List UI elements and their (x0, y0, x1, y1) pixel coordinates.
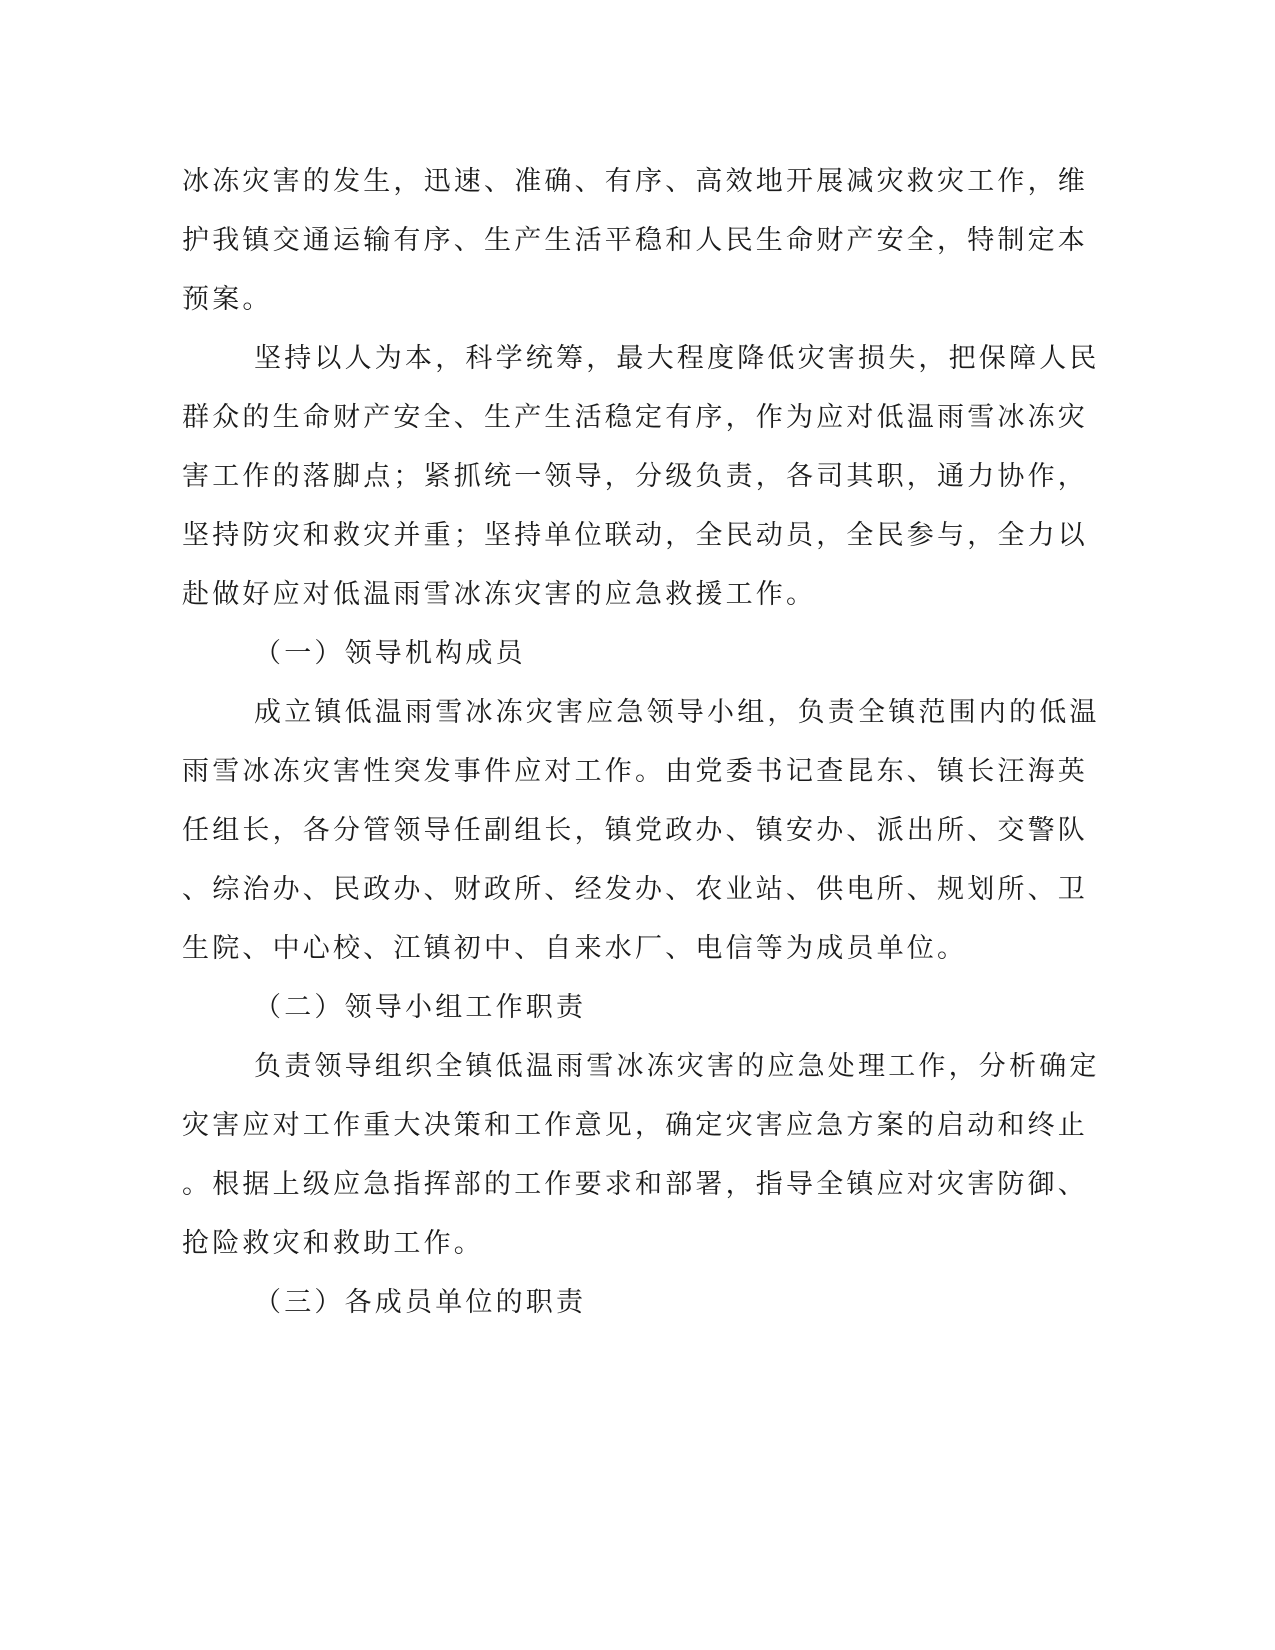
paragraph-line: 坚持以人为本，科学统筹，最大程度降低灾害损失，把保障人民 (254, 343, 1100, 374)
paragraph-line: 冰冻灾害的发生，迅速、准确、有序、高效地开展减灾救灾工作，维 (182, 166, 1088, 197)
section-heading-2 (182, 978, 1062, 1037)
paragraph-line: 生院、中心校、江镇初中、自来水厂、电信等为成员单位。 (182, 933, 968, 964)
paragraph-line: 灾害应对工作重大决策和工作意见，确定灾害应急方案的启动和终止 (182, 1110, 1088, 1141)
paragraph-line: 、综治办、民政办、财政所、经发办、农业站、供电所、规划所、卫 (182, 874, 1088, 905)
section-heading: （二）领导小组工作职责 (254, 992, 587, 1023)
paragraph-line: 抢险救灾和救助工作。 (182, 1228, 484, 1259)
paragraph-line: 赴做好应对低温雨雪冰冻灾害的应急救援工作。 (182, 579, 817, 610)
section-heading-1 (182, 624, 1062, 683)
section-heading: （三）各成员单位的职责 (254, 1287, 587, 1318)
section-heading: （一）领导机构成员 (254, 638, 526, 669)
paragraph-line: 雨雪冰冻灾害性突发事件应对工作。由党委书记查昆东、镇长汪海英 (182, 756, 1088, 787)
paragraph-purpose (182, 152, 1088, 329)
paragraph-line: 任组长，各分管领导任副组长，镇党政办、镇安办、派出所、交警队 (182, 815, 1088, 846)
paragraph-line: 预案。 (182, 284, 273, 315)
paragraph-line: 。根据上级应急指挥部的工作要求和部署，指导全镇应对灾害防御、 (182, 1169, 1088, 1200)
paragraph-line: 群众的生命财产安全、生产生活稳定有序，作为应对低温雨雪冰冻灾 (182, 402, 1088, 433)
paragraph-leadership (182, 683, 1100, 978)
document-body (182, 152, 1100, 1332)
paragraph-line: 成立镇低温雨雪冰冻灾害应急领导小组，负责全镇范围内的低温 (254, 697, 1100, 728)
paragraph-duties (182, 1037, 1100, 1273)
paragraph-line: 护我镇交通运输有序、生产生活平稳和人民生命财产安全，特制定本 (182, 225, 1088, 256)
paragraph-line: 坚持防灾和救灾并重；坚持单位联动，全民动员，全民参与，全力以 (182, 520, 1088, 551)
section-heading-3 (182, 1273, 1062, 1332)
paragraph-principles (182, 329, 1100, 624)
paragraph-line: 负责领导组织全镇低温雨雪冰冻灾害的应急处理工作，分析确定 (254, 1051, 1100, 1082)
paragraph-line: 害工作的落脚点；紧抓统一领导，分级负责，各司其职，通力协作， (182, 461, 1088, 492)
